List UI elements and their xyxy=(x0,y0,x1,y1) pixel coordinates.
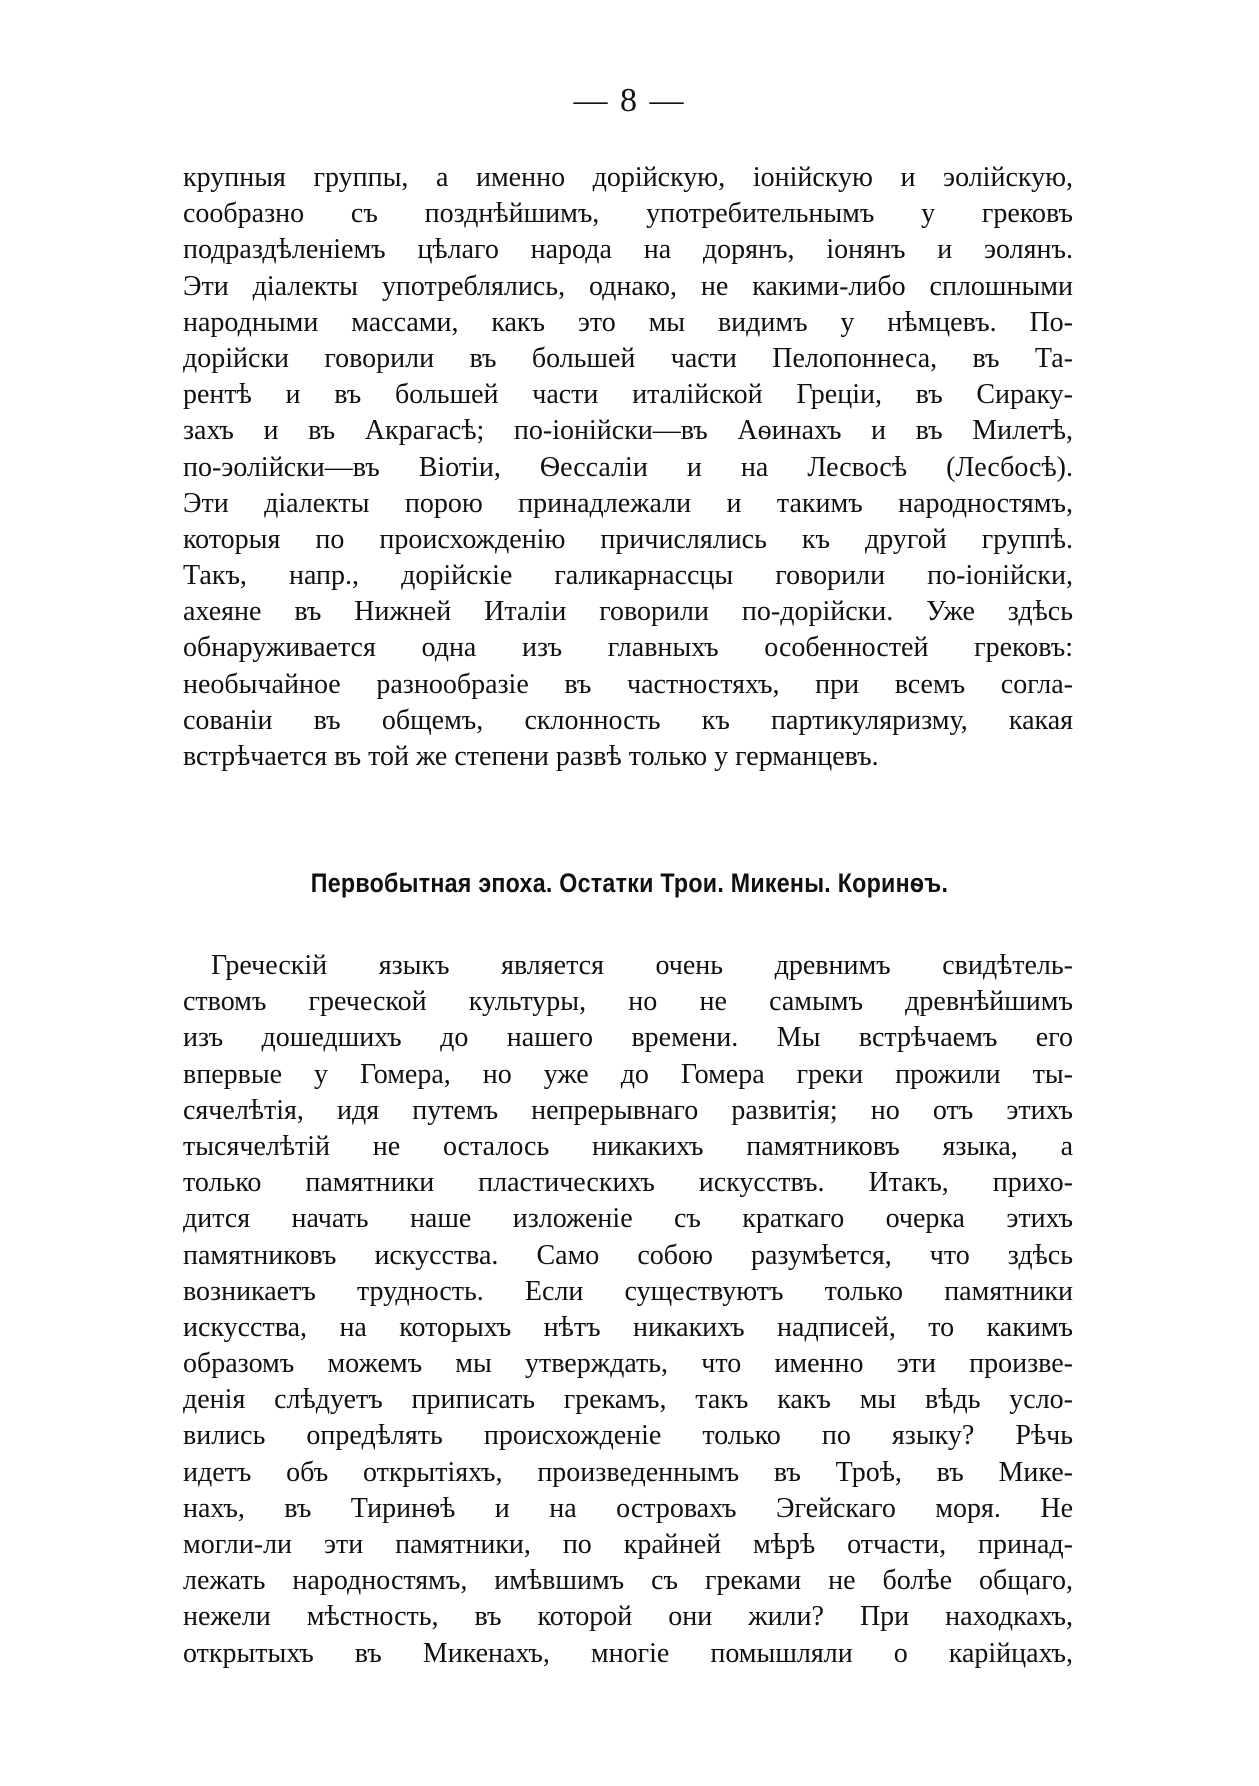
text-line: впервые у Гомера, но уже до Гомера греки прожили ты- xyxy=(183,1058,1073,1090)
text-line: денія слѣдуетъ приписать грекамъ, такъ какъ мы вѣдь усло- xyxy=(183,1384,1073,1416)
text-line: тысячелѣтій не осталось никакихъ памятниковъ языка, а xyxy=(183,1130,1073,1162)
text-line: открытыхъ въ Микенахъ, многіе помышляли о карійцахъ, xyxy=(183,1637,1073,1669)
text-line: Такъ, напр., дорійскіе галикарнассцы говорили по-іонійски, xyxy=(183,560,1073,592)
text-line: ствомъ греческой культуры, но не самымъ древнѣйшимъ xyxy=(183,986,1073,1018)
text-line: лежать народностямъ, имѣвшимъ съ греками не болѣе общаго, xyxy=(183,1565,1073,1597)
text-line: Эти діалекты порою принадлежали и такимъ народностямъ, xyxy=(183,487,1073,519)
text-line: народными массами, какъ это мы видимъ у нѣмцевъ. По- xyxy=(183,306,1073,338)
text-line: Эти діалекты употреблялись, однако, не какими-либо сплошными xyxy=(183,270,1073,302)
text-line: встрѣчается въ той же степени развѣ только у германцевъ. xyxy=(183,741,879,772)
text-line: идетъ объ открытіяхъ, произведеннымъ въ Троѣ, въ Мике- xyxy=(183,1456,1073,1488)
text-line: памятниковъ искусства. Само собою разумѣется, что здѣсь xyxy=(183,1239,1073,1271)
text-line: по-эолійски—въ Віотіи, Ѳессаліи и на Лесвосѣ (Лесбосѣ). xyxy=(183,451,1073,483)
text-line: нежели мѣстность, въ которой они жили? При находкахъ, xyxy=(183,1601,1073,1633)
text-line: дорійски говорили въ большей части Пелопоннеса, въ Та- xyxy=(183,342,1073,374)
paragraph-greek-language xyxy=(183,948,1073,1672)
text-line: нахъ, въ Тиринѳѣ и на островахъ Эгейскаго моря. Не xyxy=(183,1492,1073,1524)
section-heading: Первобытная эпоха. Остатки Трои. Микены. Коринѳъ. xyxy=(310,868,949,898)
page-number: — 8 — xyxy=(573,82,686,119)
text-line: крупныя группы, а именно дорійскую, іонійскую и эолійскую, xyxy=(183,162,1073,193)
text-line: сованіи въ общемъ, склонность къ партикуляризму, какая xyxy=(183,704,1073,736)
text-line: сообразно съ позднѣйшимъ, употребительнымъ у грековъ xyxy=(183,198,1073,230)
text-line: могли-ли эти памятники, по крайней мѣрѣ отчасти, принад- xyxy=(183,1529,1073,1560)
text-line: возникаетъ трудность. Если существуютъ только памятники xyxy=(183,1275,1073,1307)
text-line: подраздѣленіемъ цѣлаго народа на дорянъ, іонянъ и эолянъ. xyxy=(183,234,1073,266)
text-line: ахеяне въ Нижней Италіи говорили по-дорійски. Уже здѣсь xyxy=(183,596,1073,628)
text-line: вились опредѣлять происхожденіе только по языку? Рѣчь xyxy=(183,1420,1073,1452)
paragraph-dialects xyxy=(183,160,1073,775)
text-line: захъ и въ Акрагасѣ; по-іонійски—въ Аѳинахъ и въ Милетѣ, xyxy=(183,415,1073,447)
text-line: сячелѣтія, идя путемъ непрерывнаго развитія; но отъ этихъ xyxy=(183,1094,1073,1126)
text-line: только памятники пластическихъ искусствъ. Итакъ, прихо- xyxy=(183,1167,1073,1199)
text-line: Греческій языкъ является очень древнимъ свидѣтель- xyxy=(211,950,1073,981)
text-line: образомъ можемъ мы утверждать, что именно эти произве- xyxy=(183,1348,1073,1380)
text-line: изъ дошедшихъ до нашего времени. Мы встрѣчаемъ его xyxy=(183,1022,1073,1054)
text-line: искусства, на которыхъ нѣтъ никакихъ надписей, то какимъ xyxy=(183,1311,1073,1343)
text-line: необычайное разнообразіе въ частностяхъ, при всемъ согла- xyxy=(183,668,1073,700)
text-line: дится начать наше изложеніе съ краткаго очерка этихъ xyxy=(183,1203,1073,1235)
text-line: рентѣ и въ большей части италійской Греціи, въ Сираку- xyxy=(183,379,1073,411)
text-line: обнаруживается одна изъ главныхъ особенностей грековъ: xyxy=(183,632,1073,664)
text-line: которыя по происхожденію причислялись къ другой группѣ. xyxy=(183,523,1073,555)
